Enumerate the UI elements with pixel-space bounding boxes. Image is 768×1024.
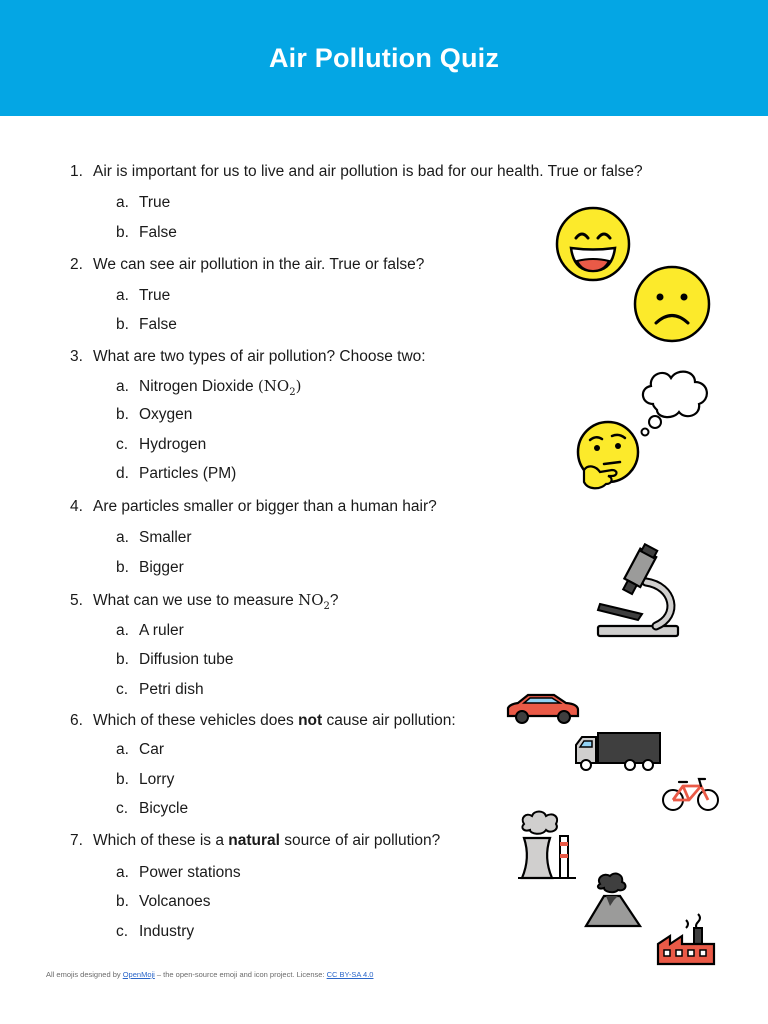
- option-1b[interactable]: [116, 223, 177, 243]
- question-number: 4.: [70, 498, 83, 515]
- question-text: What are two types of air pollution? Choose two:: [93, 348, 426, 365]
- frowning-face-icon: [632, 264, 712, 344]
- question-text: Which of these is a: [93, 832, 224, 849]
- option-text: False: [139, 316, 177, 333]
- thinking-face-icon: [574, 418, 642, 496]
- car-icon: [504, 692, 582, 726]
- question-text-end: source of air pollution?: [284, 832, 441, 849]
- option-2b[interactable]: [116, 315, 177, 335]
- question-1: [70, 162, 643, 182]
- option-letter: b.: [116, 224, 129, 241]
- question-4: [70, 497, 437, 517]
- question-text-end: ?: [329, 592, 339, 609]
- option-letter: b.: [116, 771, 129, 788]
- page-title: Air Pollution Quiz: [268, 42, 500, 73]
- question-number: 5.: [70, 592, 83, 609]
- option-3c[interactable]: [116, 435, 206, 455]
- option-3b[interactable]: [116, 405, 192, 425]
- footer-prefix: All emojis designed by: [46, 970, 121, 979]
- question-text-end: cause air pollution:: [326, 712, 456, 729]
- question-text-bold: natural: [228, 832, 280, 849]
- option-letter: b.: [116, 406, 129, 423]
- chemical-formula: $(NO_2)$: [257, 377, 302, 398]
- option-letter: d.: [116, 465, 129, 482]
- option-6a[interactable]: [116, 740, 164, 760]
- option-letter: a.: [116, 864, 129, 881]
- option-1a[interactable]: [116, 193, 170, 213]
- option-7c[interactable]: [116, 922, 194, 942]
- footer-middle: – the open-source emoji and icon project. License:: [156, 970, 325, 979]
- factory-icon: [654, 910, 718, 966]
- header-banner: [0, 0, 768, 116]
- question-3: [70, 347, 426, 367]
- option-3a[interactable]: [116, 376, 301, 403]
- question-5: [70, 590, 339, 617]
- option-letter: a.: [116, 378, 129, 395]
- question-number: 3.: [70, 348, 83, 365]
- question-6: [70, 711, 456, 731]
- option-text: False: [139, 224, 177, 241]
- option-3d[interactable]: [116, 464, 236, 484]
- option-text: True: [139, 287, 171, 304]
- power-station-icon: [516, 808, 578, 880]
- license-link[interactable]: CC BY-SA 4.0: [326, 970, 374, 979]
- question-number: 6.: [70, 712, 83, 729]
- option-text: A ruler: [139, 622, 184, 639]
- question-number: 7.: [70, 832, 83, 849]
- volcano-icon: [584, 872, 642, 928]
- option-letter: c.: [116, 800, 129, 817]
- option-text: Nitrogen Dioxide: [139, 378, 254, 395]
- option-text: Hydrogen: [139, 436, 207, 453]
- option-7a[interactable]: [116, 863, 241, 883]
- option-text: Car: [139, 741, 164, 758]
- bicycle-icon: [661, 774, 721, 814]
- option-2a[interactable]: [116, 286, 170, 306]
- question-text-bold: not: [298, 712, 323, 729]
- option-letter: b.: [116, 651, 129, 668]
- question-text: Air is important for us to live and air pollution is bad for our health. True or false?: [93, 163, 643, 180]
- footer-credit: [46, 970, 373, 979]
- option-4b[interactable]: [116, 558, 184, 578]
- option-letter: c.: [116, 681, 129, 698]
- option-letter: a.: [116, 622, 129, 639]
- option-text: Volcanoes: [139, 893, 211, 910]
- option-letter: a.: [116, 529, 129, 546]
- openmoji-link[interactable]: OpenMoji: [122, 970, 155, 979]
- option-6c[interactable]: [116, 799, 188, 819]
- grinning-face-icon: [554, 205, 632, 283]
- option-letter: c.: [116, 923, 129, 940]
- question-text: Are particles smaller or bigger than a human hair?: [93, 498, 437, 515]
- option-letter: a.: [116, 287, 129, 304]
- option-text: Bigger: [139, 559, 184, 576]
- option-5c[interactable]: [116, 680, 204, 700]
- option-text: Lorry: [139, 771, 175, 788]
- option-text: Bicycle: [139, 800, 189, 817]
- option-text: Power stations: [139, 864, 241, 881]
- option-text: Diffusion tube: [139, 651, 234, 668]
- option-text: Oxygen: [139, 406, 193, 423]
- option-letter: b.: [116, 893, 129, 910]
- option-letter: a.: [116, 194, 129, 211]
- option-text: Particles (PM): [139, 465, 237, 482]
- option-text: Industry: [139, 923, 195, 940]
- option-letter: c.: [116, 436, 129, 453]
- option-6b[interactable]: [116, 770, 174, 790]
- option-4a[interactable]: [116, 528, 192, 548]
- microscope-icon: [594, 542, 690, 642]
- question-text: What can we use to measure: [93, 592, 294, 609]
- question-2: [70, 255, 424, 275]
- option-text: Petri dish: [139, 681, 204, 698]
- option-text: True: [139, 194, 171, 211]
- option-5b[interactable]: [116, 650, 234, 670]
- option-letter: a.: [116, 741, 129, 758]
- thought-bubble-icon: [635, 366, 715, 438]
- option-5a[interactable]: [116, 621, 184, 641]
- option-letter: b.: [116, 316, 129, 333]
- option-7b[interactable]: [116, 892, 211, 912]
- question-text: We can see air pollution in the air. True or false?: [93, 256, 425, 273]
- question-text: Which of these vehicles does: [93, 712, 294, 729]
- question-number: 1.: [70, 163, 83, 180]
- question-number: 2.: [70, 256, 83, 273]
- option-letter: b.: [116, 559, 129, 576]
- option-text: Smaller: [139, 529, 192, 546]
- chemical-formula: $NO_2$: [298, 591, 330, 612]
- lorry-icon: [574, 731, 664, 773]
- question-7: [70, 831, 440, 851]
